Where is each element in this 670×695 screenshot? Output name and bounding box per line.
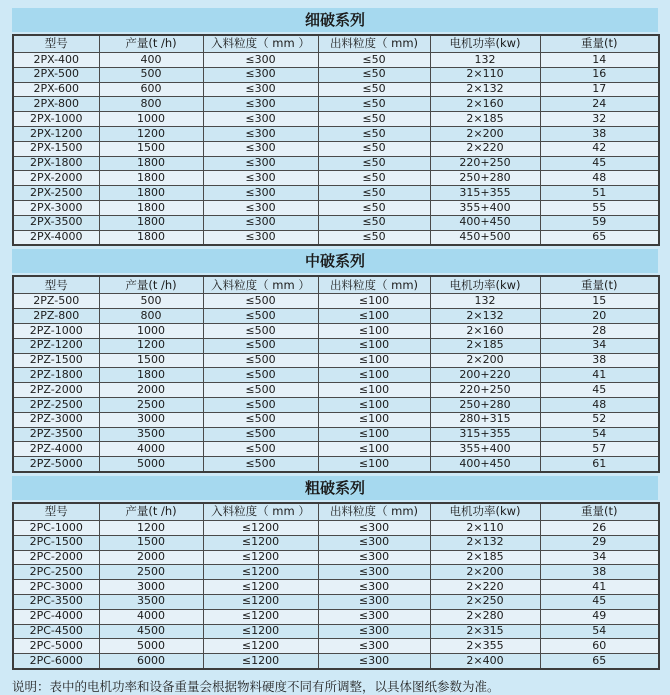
table-row	[13, 580, 659, 595]
table-row	[13, 230, 659, 245]
table-cell: ≤1200	[203, 565, 318, 580]
table-row	[13, 427, 659, 442]
table-cell: ≤500	[203, 442, 318, 457]
table-cell: 38	[540, 353, 659, 368]
table-row	[13, 412, 659, 427]
table-row	[13, 654, 659, 669]
table-row	[13, 112, 659, 127]
table-row	[13, 309, 659, 324]
table-cell: 2000	[99, 383, 203, 398]
table-cell: 2PZ-1200	[13, 338, 99, 353]
col-header-weight: 重量(t)	[540, 503, 659, 521]
table-cell: ≤300	[318, 654, 430, 669]
table-cell: 1200	[99, 520, 203, 535]
table-cell: 51	[540, 186, 659, 201]
table-cell: ≤500	[203, 397, 318, 412]
table-cell: ≤1200	[203, 580, 318, 595]
table-cell: ≤50	[318, 53, 430, 68]
table-cell: 2×185	[430, 550, 540, 565]
table-cell: 2PZ-2500	[13, 397, 99, 412]
table-cell: 2×185	[430, 112, 540, 127]
table-cell: 2PC-5000	[13, 639, 99, 654]
table-cell: ≤50	[318, 141, 430, 156]
table-cell: 3500	[99, 427, 203, 442]
table-cell: 2×132	[430, 82, 540, 97]
col-header-motor-power: 电机功率(kw)	[430, 503, 540, 521]
table-cell: 1500	[99, 353, 203, 368]
table-cell: ≤300	[318, 624, 430, 639]
fine-crushing-table	[12, 34, 660, 246]
table-cell: ≤50	[318, 186, 430, 201]
table-cell: ≤50	[318, 82, 430, 97]
table-cell: 1800	[99, 171, 203, 186]
table-cell: 2×315	[430, 624, 540, 639]
table-cell: ≤1200	[203, 520, 318, 535]
table-cell: 315+355	[430, 186, 540, 201]
section-title-medium: 中破系列	[12, 249, 658, 273]
table-cell: 2×160	[430, 97, 540, 112]
col-header-model: 型号	[13, 276, 99, 294]
table-cell: 1800	[99, 215, 203, 230]
header-row	[13, 276, 659, 294]
table-cell: ≤500	[203, 294, 318, 309]
table-cell: 60	[540, 639, 659, 654]
table-cell: 132	[430, 53, 540, 68]
table-cell: 45	[540, 156, 659, 171]
col-header-motor-power: 电机功率(kw)	[430, 276, 540, 294]
table-cell: ≤100	[318, 294, 430, 309]
table-row	[13, 200, 659, 215]
table-cell: ≤500	[203, 383, 318, 398]
table-cell: 2PZ-800	[13, 309, 99, 324]
table-cell: ≤300	[203, 200, 318, 215]
table-cell: 3500	[99, 594, 203, 609]
table-cell: 800	[99, 97, 203, 112]
table-cell: ≤300	[318, 580, 430, 595]
table-cell: 54	[540, 427, 659, 442]
table-cell: 1000	[99, 323, 203, 338]
table-cell: 42	[540, 141, 659, 156]
table-cell: ≤300	[318, 520, 430, 535]
table-cell: 2PC-3500	[13, 594, 99, 609]
table-cell: 15	[540, 294, 659, 309]
table-cell: 315+355	[430, 427, 540, 442]
col-header-weight: 重量(t)	[540, 35, 659, 53]
table-cell: 41	[540, 368, 659, 383]
table-cell: 280+315	[430, 412, 540, 427]
table-cell: ≤300	[203, 141, 318, 156]
table-cell: ≤100	[318, 397, 430, 412]
table-cell: 49	[540, 609, 659, 624]
table-cell: ≤300	[203, 97, 318, 112]
table-row	[13, 97, 659, 112]
table-cell: ≤100	[318, 427, 430, 442]
table-cell: ≤300	[203, 126, 318, 141]
table-cell: 2PX-1200	[13, 126, 99, 141]
table-cell: 34	[540, 338, 659, 353]
table-row	[13, 82, 659, 97]
table-cell: ≤500	[203, 457, 318, 472]
table-cell: ≤100	[318, 457, 430, 472]
table-cell: 2PX-2500	[13, 186, 99, 201]
table-cell: 220+250	[430, 383, 540, 398]
table-cell: 250+280	[430, 171, 540, 186]
table-cell: 800	[99, 309, 203, 324]
table-cell: ≤1200	[203, 639, 318, 654]
table-cell: 2×280	[430, 609, 540, 624]
table-cell: 1500	[99, 141, 203, 156]
table-cell: 2PC-6000	[13, 654, 99, 669]
table-cell: 2PX-1500	[13, 141, 99, 156]
table-row	[13, 323, 659, 338]
col-header-feed-size: 入料粒度（ mm ）	[203, 35, 318, 53]
table-cell: 1000	[99, 112, 203, 127]
table-cell: ≤500	[203, 309, 318, 324]
col-header-output-size: 出料粒度（ mm)	[318, 503, 430, 521]
section-title-coarse: 粗破系列	[12, 476, 658, 500]
table-row	[13, 565, 659, 580]
table-cell: 38	[540, 565, 659, 580]
table-cell: 57	[540, 442, 659, 457]
table-cell: ≤300	[203, 230, 318, 245]
table-cell: 5000	[99, 457, 203, 472]
table-cell: ≤300	[203, 82, 318, 97]
table-row	[13, 186, 659, 201]
table-cell: 2PZ-1800	[13, 368, 99, 383]
section-title-fine: 细破系列	[12, 8, 658, 32]
table-cell: 220+250	[430, 156, 540, 171]
table-cell: 29	[540, 535, 659, 550]
col-header-capacity: 产量(t /h)	[99, 503, 203, 521]
table-cell: 45	[540, 594, 659, 609]
table-cell: ≤50	[318, 126, 430, 141]
table-cell: 2PZ-1000	[13, 323, 99, 338]
table-cell: ≤300	[203, 53, 318, 68]
table-cell: 2PC-4000	[13, 609, 99, 624]
table-cell: 132	[430, 294, 540, 309]
table-row	[13, 535, 659, 550]
table-cell: 5000	[99, 639, 203, 654]
table-cell: 14	[540, 53, 659, 68]
table-cell: ≤300	[203, 215, 318, 230]
table-cell: 2PX-1000	[13, 112, 99, 127]
table-cell: 65	[540, 230, 659, 245]
table-cell: 2PC-4500	[13, 624, 99, 639]
table-cell: 2PZ-2000	[13, 383, 99, 398]
table-row	[13, 397, 659, 412]
table-row	[13, 442, 659, 457]
table-row	[13, 294, 659, 309]
table-row	[13, 53, 659, 68]
table-cell: 2×400	[430, 654, 540, 669]
table-cell: ≤1200	[203, 550, 318, 565]
table-cell: 1200	[99, 126, 203, 141]
table-cell: ≤100	[318, 368, 430, 383]
table-row	[13, 594, 659, 609]
table-cell: ≤100	[318, 338, 430, 353]
table-row	[13, 624, 659, 639]
table-cell: 2PC-1000	[13, 520, 99, 535]
col-header-feed-size: 入料粒度（ mm ）	[203, 276, 318, 294]
table-cell: ≤300	[318, 609, 430, 624]
table-cell: 3000	[99, 412, 203, 427]
header-row	[13, 35, 659, 53]
table-cell: 400+450	[430, 457, 540, 472]
table-cell: 4000	[99, 609, 203, 624]
table-cell: 2PX-2000	[13, 171, 99, 186]
table-row	[13, 338, 659, 353]
table-row	[13, 550, 659, 565]
table-cell: ≤500	[203, 353, 318, 368]
table-row	[13, 457, 659, 472]
table-cell: 32	[540, 112, 659, 127]
table-row	[13, 171, 659, 186]
table-row	[13, 215, 659, 230]
table-cell: ≤100	[318, 323, 430, 338]
table-cell: 1800	[99, 200, 203, 215]
table-cell: 55	[540, 200, 659, 215]
table-row	[13, 353, 659, 368]
table-cell: ≤300	[203, 67, 318, 82]
footnote: 说明：表中的电机功率和设备重量会根据物料硬度不同有所调整，以具体图纸参数为准。	[12, 678, 500, 694]
table-cell: 59	[540, 215, 659, 230]
table-row	[13, 383, 659, 398]
table-cell: 1800	[99, 368, 203, 383]
table-cell: 3000	[99, 580, 203, 595]
table-cell: ≤50	[318, 156, 430, 171]
table-cell: 2×110	[430, 520, 540, 535]
table-cell: 34	[540, 550, 659, 565]
table-cell: 2×200	[430, 565, 540, 580]
table-cell: 2500	[99, 397, 203, 412]
table-cell: 2×355	[430, 639, 540, 654]
table-row	[13, 639, 659, 654]
table-cell: 2PC-3000	[13, 580, 99, 595]
table-cell: ≤100	[318, 412, 430, 427]
table-cell: ≤500	[203, 427, 318, 442]
table-cell: 2PC-1500	[13, 535, 99, 550]
table-cell: 1500	[99, 535, 203, 550]
table-cell: ≤50	[318, 230, 430, 245]
table-cell: 2PZ-500	[13, 294, 99, 309]
table-cell: ≤50	[318, 215, 430, 230]
table-row	[13, 141, 659, 156]
table-cell: 2000	[99, 550, 203, 565]
table-cell: 2PZ-3000	[13, 412, 99, 427]
table-cell: 65	[540, 654, 659, 669]
table-cell: ≤50	[318, 97, 430, 112]
header-row	[13, 503, 659, 521]
table-cell: 400+450	[430, 215, 540, 230]
table-cell: 48	[540, 397, 659, 412]
table-cell: 38	[540, 126, 659, 141]
table-cell: 2×200	[430, 353, 540, 368]
table-cell: ≤1200	[203, 535, 318, 550]
table-cell: ≤300	[203, 171, 318, 186]
table-row	[13, 520, 659, 535]
table-cell: 2PX-800	[13, 97, 99, 112]
table-cell: 2PX-3000	[13, 200, 99, 215]
table-cell: 2PX-400	[13, 53, 99, 68]
table-cell: 28	[540, 323, 659, 338]
coarse-crushing-table	[12, 502, 660, 670]
table-cell: 2PZ-5000	[13, 457, 99, 472]
table-cell: 41	[540, 580, 659, 595]
table-cell: 500	[99, 294, 203, 309]
section-coarse-crushing	[12, 476, 658, 670]
table-cell: 2×200	[430, 126, 540, 141]
table-cell: 1200	[99, 338, 203, 353]
section-medium-crushing	[12, 249, 658, 473]
table-cell: 24	[540, 97, 659, 112]
table-cell: 6000	[99, 654, 203, 669]
col-header-weight: 重量(t)	[540, 276, 659, 294]
table-cell: 20	[540, 309, 659, 324]
table-row	[13, 368, 659, 383]
col-header-model: 型号	[13, 35, 99, 53]
table-cell: 2PX-4000	[13, 230, 99, 245]
table-cell: 2×220	[430, 141, 540, 156]
col-header-capacity: 产量(t /h)	[99, 276, 203, 294]
table-cell: 26	[540, 520, 659, 535]
table-cell: 2×160	[430, 323, 540, 338]
table-cell: ≤500	[203, 412, 318, 427]
table-cell: 2500	[99, 565, 203, 580]
col-header-model: 型号	[13, 503, 99, 521]
table-cell: ≤100	[318, 353, 430, 368]
table-cell: 2PC-2000	[13, 550, 99, 565]
table-cell: ≤50	[318, 112, 430, 127]
table-cell: ≤500	[203, 368, 318, 383]
table-cell: ≤300	[318, 594, 430, 609]
table-cell: 2PC-2500	[13, 565, 99, 580]
col-header-output-size: 出料粒度（ mm)	[318, 276, 430, 294]
table-cell: 450+500	[430, 230, 540, 245]
table-cell: 1800	[99, 230, 203, 245]
table-cell: 2×132	[430, 309, 540, 324]
table-cell: 2×185	[430, 338, 540, 353]
table-cell: ≤50	[318, 67, 430, 82]
table-cell: 2PX-3500	[13, 215, 99, 230]
col-header-capacity: 产量(t /h)	[99, 35, 203, 53]
col-header-output-size: 出料粒度（ mm)	[318, 35, 430, 53]
table-cell: ≤300	[203, 112, 318, 127]
table-cell: 1800	[99, 156, 203, 171]
table-cell: ≤1200	[203, 594, 318, 609]
table-cell: 400	[99, 53, 203, 68]
table-cell: ≤300	[318, 639, 430, 654]
table-cell: 45	[540, 383, 659, 398]
table-cell: 52	[540, 412, 659, 427]
table-cell: ≤300	[318, 565, 430, 580]
table-cell: 17	[540, 82, 659, 97]
table-cell: 2PX-500	[13, 67, 99, 82]
table-cell: 48	[540, 171, 659, 186]
table-row	[13, 67, 659, 82]
table-cell: 250+280	[430, 397, 540, 412]
table-cell: 200+220	[430, 368, 540, 383]
col-header-motor-power: 电机功率(kw)	[430, 35, 540, 53]
table-cell: ≤100	[318, 309, 430, 324]
table-cell: 61	[540, 457, 659, 472]
table-row	[13, 609, 659, 624]
table-cell: 2PZ-3500	[13, 427, 99, 442]
table-cell: 2×250	[430, 594, 540, 609]
table-cell: 2×132	[430, 535, 540, 550]
table-cell: 4000	[99, 442, 203, 457]
table-cell: ≤50	[318, 171, 430, 186]
table-cell: ≤50	[318, 200, 430, 215]
table-cell: 16	[540, 67, 659, 82]
table-cell: 600	[99, 82, 203, 97]
col-header-feed-size: 入料粒度（ mm ）	[203, 503, 318, 521]
table-cell: ≤100	[318, 383, 430, 398]
table-cell: ≤300	[318, 535, 430, 550]
table-cell: ≤300	[203, 156, 318, 171]
table-cell: ≤1200	[203, 624, 318, 639]
table-cell: 2PX-1800	[13, 156, 99, 171]
table-cell: 2×220	[430, 580, 540, 595]
table-cell: 2PZ-4000	[13, 442, 99, 457]
medium-crushing-table	[12, 275, 660, 473]
table-cell: 2PZ-1500	[13, 353, 99, 368]
table-cell: 2×110	[430, 67, 540, 82]
table-cell: ≤500	[203, 338, 318, 353]
table-cell: 355+400	[430, 200, 540, 215]
table-cell: ≤100	[318, 442, 430, 457]
section-fine-crushing	[12, 8, 658, 246]
table-cell: 54	[540, 624, 659, 639]
table-cell: ≤1200	[203, 609, 318, 624]
table-cell: 500	[99, 67, 203, 82]
table-cell: 1800	[99, 186, 203, 201]
table-cell: 355+400	[430, 442, 540, 457]
table-cell: 4500	[99, 624, 203, 639]
table-cell: 2PX-600	[13, 82, 99, 97]
table-cell: ≤1200	[203, 654, 318, 669]
table-cell: ≤500	[203, 323, 318, 338]
table-cell: ≤300	[318, 550, 430, 565]
table-cell: ≤300	[203, 186, 318, 201]
table-row	[13, 156, 659, 171]
table-row	[13, 126, 659, 141]
